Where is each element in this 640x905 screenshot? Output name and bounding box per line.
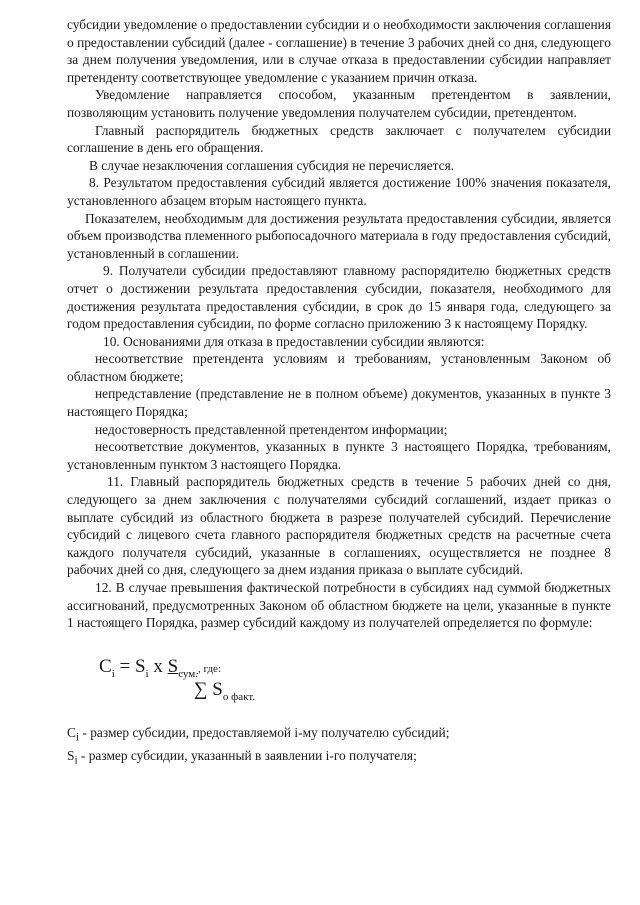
paragraph: 8. Результатом предоставления субсидий является достижение 100% значения показателя, установленного абзацем вторым настоящего пункта. bbox=[67, 175, 611, 208]
formula-s-sub: i bbox=[145, 667, 149, 680]
formula-lhs: C bbox=[99, 655, 112, 677]
paragraph: Главный распорядитель бюджетных средств заключает с получателем субсидии соглашение в день его обращения. bbox=[67, 122, 611, 156]
document-page bbox=[67, 16, 611, 770]
paragraph: 11. Главный распорядитель бюджетных средств в течение 5 рабочих дней со дня, следующего за днем заключения с получателями субсидий соглашений, издает приказ о выплате субсидий из областного бюджета в разрезе получателей субсидий. Перечисление субсидий с лицевого счета главного распорядителя бюджетных средств на расчетные счета каждого получателя субсидий, указанные в соглашениях, осуществляется не позднее 8 рабочих дней со дня, следующего за днем издания приказа о выплате субсидий. bbox=[67, 474, 611, 578]
formula-s: S bbox=[134, 655, 146, 677]
definition-symbol-sub: i bbox=[74, 754, 78, 767]
formula-denominator-sub: o факт. bbox=[222, 690, 256, 703]
formula-times: x bbox=[148, 655, 168, 677]
formula-lhs-sub: i bbox=[111, 667, 115, 680]
formula-denominator bbox=[194, 678, 256, 706]
formula-numerator-sub: сум. bbox=[178, 667, 198, 680]
paragraph: 10. Основаниями для отказа в предоставлении субсидии являются: bbox=[103, 333, 485, 349]
formula-numerator-symbol: S bbox=[167, 655, 179, 677]
formula-definitions bbox=[67, 724, 611, 771]
formula-sum-sign: ∑ bbox=[194, 678, 208, 700]
definition-text: - размер субсидии, предоставляемой i-му получателю субсидий; bbox=[79, 724, 450, 740]
paragraph: Показателем, необходимым для достижения результата предоставления субсидии, является объем производства племенного рыбопосадочного материала в году предоставления субсидий, установленный в соглашении. bbox=[67, 210, 611, 261]
formula-tail: , где: bbox=[198, 662, 221, 675]
formula-eq: = bbox=[114, 655, 135, 677]
formula-numerator bbox=[167, 655, 198, 680]
definition-text: - размер субсидии, указанный в заявлении i-го получателя; bbox=[77, 748, 417, 764]
document-body bbox=[67, 16, 611, 632]
paragraph: субсидии уведомление о предоставлении субсидии и о необходимости заключения соглашения о предоставлении субсидий (далее - соглашение) в течение 3 рабочих дней со дня, следующего за днем получения уведомления, или в случае отказа в предоставлении субсидии направляет претенденту соответствующее уведомление с указанием причин отказа. bbox=[67, 17, 611, 85]
definition-line bbox=[67, 724, 611, 747]
paragraph: Уведомление направляется способом, указанным претендентом в заявлении, позволяющим установить получение уведомления получателем субсидии, претендентом. bbox=[67, 87, 611, 120]
formula-denominator-symbol: S bbox=[212, 678, 223, 700]
paragraph: несоответствие документов, указанных в пункте 3 настоящего Порядка, требованиям, установленным пунктом 3 настоящего Порядка. bbox=[67, 439, 611, 472]
paragraph: 9. Получатели субсидии предоставляют главному распорядителю бюджетных средств отчет о достижении результата предоставления субсидии, показателя, необходимого для достижения результата предоставления субсидии, в срок до 15 января года, следующего за годом предоставления субсидии, по форме согласно приложению 3 к настоящему Порядку. bbox=[67, 263, 611, 332]
definition-symbol: S bbox=[67, 748, 75, 764]
definition-line bbox=[67, 747, 611, 770]
paragraph: несоответствие претендента условиям и требованиям, установленным Законом об областном бюджете; bbox=[67, 351, 611, 384]
subsidy-formula bbox=[99, 655, 611, 710]
definition-symbol: C bbox=[67, 724, 76, 740]
paragraph: непредставление (представление не в полном объеме) документов, указанных в пункте 3 настоящего Порядка; bbox=[67, 386, 611, 420]
paragraph: 12. В случае превышения фактической потребности в субсидиях над суммой бюджетных ассигнований, предусмотренных Законом об областном бюджете на цели, указанные в пункте 1 настоящего Порядка, размер субсидий каждому из получателей определяется по формуле: bbox=[67, 580, 611, 631]
paragraph: В случае незаключения соглашения субсидия не перечисляется. bbox=[89, 157, 455, 173]
paragraph: недостоверность представленной претендентом информации; bbox=[95, 421, 448, 437]
definition-symbol-sub: i bbox=[75, 731, 80, 744]
